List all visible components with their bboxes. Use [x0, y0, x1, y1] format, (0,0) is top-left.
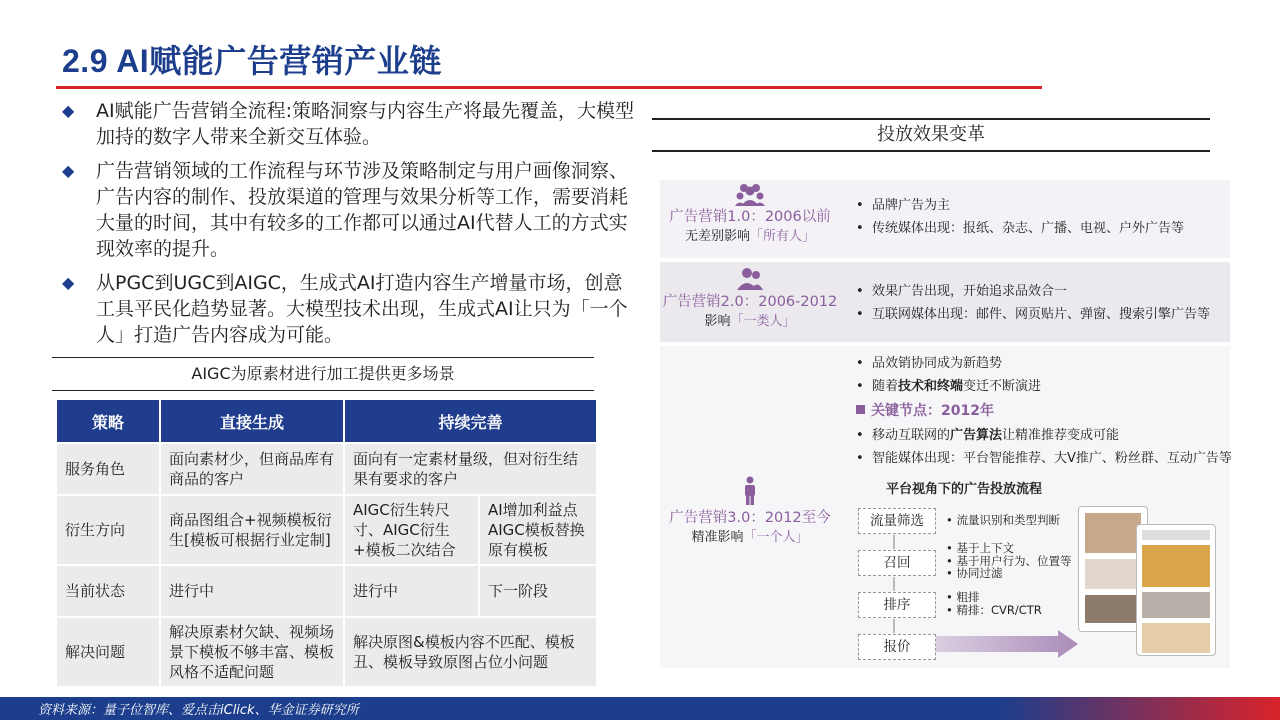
- table-header: 持续完善: [345, 400, 596, 442]
- bullet-item: [62, 98, 637, 150]
- ad-evolution-panel: [660, 180, 1230, 668]
- caption-bottom-rule: [652, 150, 1210, 152]
- table-row: [57, 566, 596, 616]
- bullet-list: [62, 98, 637, 356]
- flow-step-desc: • 流量识别和类型判断: [946, 513, 1060, 527]
- point-item: • 随着技术和终端变迁不断演进: [856, 379, 1042, 394]
- point-item: • 品牌广告为主: [856, 198, 951, 213]
- stage-1-points: [856, 194, 1226, 240]
- row-label: 当前状态: [57, 566, 159, 616]
- flow-connector: [893, 535, 895, 549]
- stage-1-title: 广告营销1.0：2006以前: [669, 209, 831, 225]
- square-marker-icon: [856, 405, 865, 414]
- table-cell: AI增加利益点AIGC模板替换原有模板: [480, 496, 596, 564]
- stage-3-subtitle: 精准影响「一个人」: [691, 530, 809, 545]
- bullet-text: 广告营销领域的工作流程与环节涉及策略制定与用户画像洞察、广告内容的制作、投放渠道的管理与效果分析等工作，需要消耗大量的时间，其中有较多的工作都可以通过AI代替人工的方式实现效率的提升。: [96, 160, 629, 260]
- flow-step-rank: 排序: [858, 592, 936, 618]
- table-cell: 进行中: [161, 566, 343, 616]
- flow-step-desc: • 粗排 • 精排：CVR/CTR: [946, 590, 1042, 617]
- table-row: [57, 618, 596, 686]
- table-row: [57, 444, 596, 494]
- caption-top-rule: [652, 118, 1210, 120]
- table-cell: AIGC衍生转尺寸、AIGC衍生+模板二次结合: [345, 496, 478, 564]
- flow-connector: [893, 577, 895, 591]
- table-cell: 商品图组合+视频模板衍生[模板可根据行业定制]: [161, 496, 343, 564]
- table-cell: 解决原图&模板内容不匹配、模板丑、模板导致原图占位小问题: [345, 618, 596, 686]
- stage-2-subtitle: 影响「一类人」: [704, 314, 796, 329]
- stage-3-label: [660, 508, 840, 548]
- table-header-row: [57, 400, 596, 442]
- flow-step-filter: 流量筛选: [858, 508, 936, 534]
- stage-3-points: [856, 352, 1232, 470]
- diamond-bullet-icon: ◆: [62, 161, 75, 180]
- stage-2-points: [856, 280, 1226, 326]
- row-label: 解决问题: [57, 618, 159, 686]
- bullet-item: [62, 270, 637, 348]
- table-cell: 解决原素材欠缺、视频场景下模板不够丰富、模板风格不适配问题: [161, 618, 343, 686]
- figure-caption: 投放效果变革: [877, 124, 985, 145]
- row-label: 服务角色: [57, 444, 159, 494]
- bullet-text: AI赋能广告营销全流程:策略洞察与内容生产将最先覆盖，大模型加持的数字人带来全新交互体验。: [96, 100, 635, 148]
- title-divider: [56, 86, 1042, 89]
- crowd-icon: [735, 182, 765, 210]
- source-text: 资料来源：量子位智库、爱点击iClick、华金证券研究所: [38, 703, 359, 718]
- table-cell: 进行中: [345, 566, 478, 616]
- bullet-text: 从PGC到UGC到AIGC，生成式AI打造内容生产增量市场，创意工具平民化趋势显著。大模型技术出现，生成式AI让只为「一个人」打造广告内容成为可能。: [96, 272, 628, 346]
- flow-step-recall: 召回: [858, 550, 936, 576]
- stage-1-subtitle: 无差别影响「所有人」: [684, 229, 816, 244]
- table-caption: AIGC为原素材进行加工提供更多场景: [52, 357, 594, 391]
- stage-1-label: [660, 207, 840, 247]
- point-item: • 品效销协同成为新趋势: [856, 356, 1003, 371]
- bullet-item: [62, 158, 637, 262]
- point-item: • 移动互联网的广告算法让精准推荐变成可能: [856, 428, 1120, 443]
- table-row: [57, 496, 596, 564]
- phone-screenshot-image: [1136, 524, 1216, 656]
- key-node-label: 关键节点：2012年: [856, 398, 1226, 424]
- table-cell: 面向素材少，但商品库有商品的客户: [161, 444, 343, 494]
- stage-2-title: 广告营销2.0：2006-2012: [662, 294, 838, 310]
- point-item: • 效果广告出现，开始追求品效合一: [856, 284, 1068, 299]
- source-footer: [0, 697, 1280, 720]
- flow-title: 平台视角下的广告投放流程: [886, 482, 1043, 497]
- table-cell: 面向有一定素材量级，但对衍生结果有要求的客户: [345, 444, 596, 494]
- flow-step-desc: • 基于上下文 • 基于用户行为、位置等 • 协同过滤: [946, 541, 1072, 580]
- point-item: • 互联网媒体出现：邮件、网页贴片、弹窗、搜索引擎广告等: [856, 307, 1211, 322]
- diamond-bullet-icon: ◆: [62, 101, 75, 120]
- point-item: • 智能媒体出现：平台智能推荐、大V推广、粉丝群、互动广告等: [856, 451, 1232, 466]
- page-title: 2.9 AI赋能广告营销产业链: [62, 43, 442, 79]
- stage-2-label: [660, 292, 840, 332]
- table-header: 直接生成: [161, 400, 343, 442]
- group-icon: [735, 266, 765, 294]
- aigc-scenario-table: [55, 398, 598, 688]
- point-item: • 传统媒体出现：报纸、杂志、广播、电视、户外广告等: [856, 221, 1185, 236]
- table-header: 策略: [57, 400, 159, 442]
- table-cell: 下一阶段: [480, 566, 596, 616]
- row-label: 衍生方向: [57, 496, 159, 564]
- flow-step-bid: 报价: [858, 634, 936, 660]
- diamond-bullet-icon: ◆: [62, 273, 75, 292]
- stage-3-title: 广告营销3.0：2012至今: [669, 510, 831, 526]
- person-icon: [738, 476, 762, 504]
